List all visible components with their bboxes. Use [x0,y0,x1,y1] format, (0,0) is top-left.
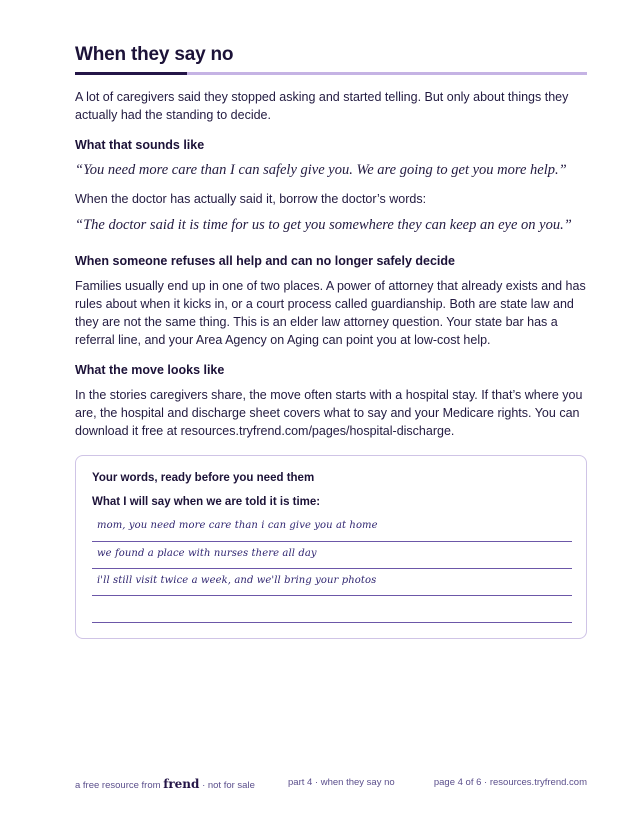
write-line [92,568,572,569]
example-quote-1: “You need more care than I can safely give you. We are going to get you more help.” [75,162,567,178]
section-heading-sounds-like: What that sounds like [75,138,205,152]
worksheet-card [75,455,587,639]
handwritten-entry[interactable]: we found a place with nurses there all day [97,548,317,559]
handwritten-entry[interactable]: mom, you need more care than i can give you at home [97,520,378,531]
footer-suffix: · not for sale [202,780,255,791]
write-line [92,595,572,596]
card-title: Your words, ready before you need them [92,472,315,484]
section-heading-refuses: When someone refuses all help and can no longer safely decide [75,254,455,268]
title-rule-accent [75,72,187,75]
move-paragraph: In the stories caregivers share, the move often starts with a hospital stay. If that’s where you are, the hospital and discharge sheet covers what to say and your Medicare rights. You can download it free at resources.tryfrend.com/pages/hospital-discharge. [75,388,583,438]
example-quote-2: “The doctor said it is time for us to get you somewhere they can keep an eye on you.” [75,217,572,233]
title-rule [187,72,587,75]
page [75,0,587,828]
write-line [92,622,572,623]
footer-prefix: a free resource from [75,780,161,791]
refuses-paragraph: Families usually end up in one of two places. A power of attorney that already exists and has rules about when it kicks in, or a court process called guardianship. Both are state law and they are not the same thing. This is an elder law attorney question. Your state bar has a referral line, and your Area Agency on Aging can point you at low-cost help. [75,279,586,347]
write-line [92,541,572,542]
footer-left [75,777,255,791]
handwritten-entry[interactable]: i'll still visit twice a week, and we'll bring your photos [97,575,377,586]
intro-paragraph: A lot of caregivers said they stopped asking and started telling. But only about things they actually had the standing to decide. [75,90,569,122]
card-subtitle: What I will say when we are told it is time: [92,496,321,508]
page-title: When they say no [75,44,234,65]
doctor-words-paragraph: When the doctor has actually said it, borrow the doctor’s words: [75,192,427,206]
footer-right: page 4 of 6 · resources.tryfrend.com [433,777,587,788]
footer-center: part 4 · when they say no [288,777,395,788]
brand-logo: frend [163,777,200,791]
section-heading-move: What the move looks like [75,363,225,377]
